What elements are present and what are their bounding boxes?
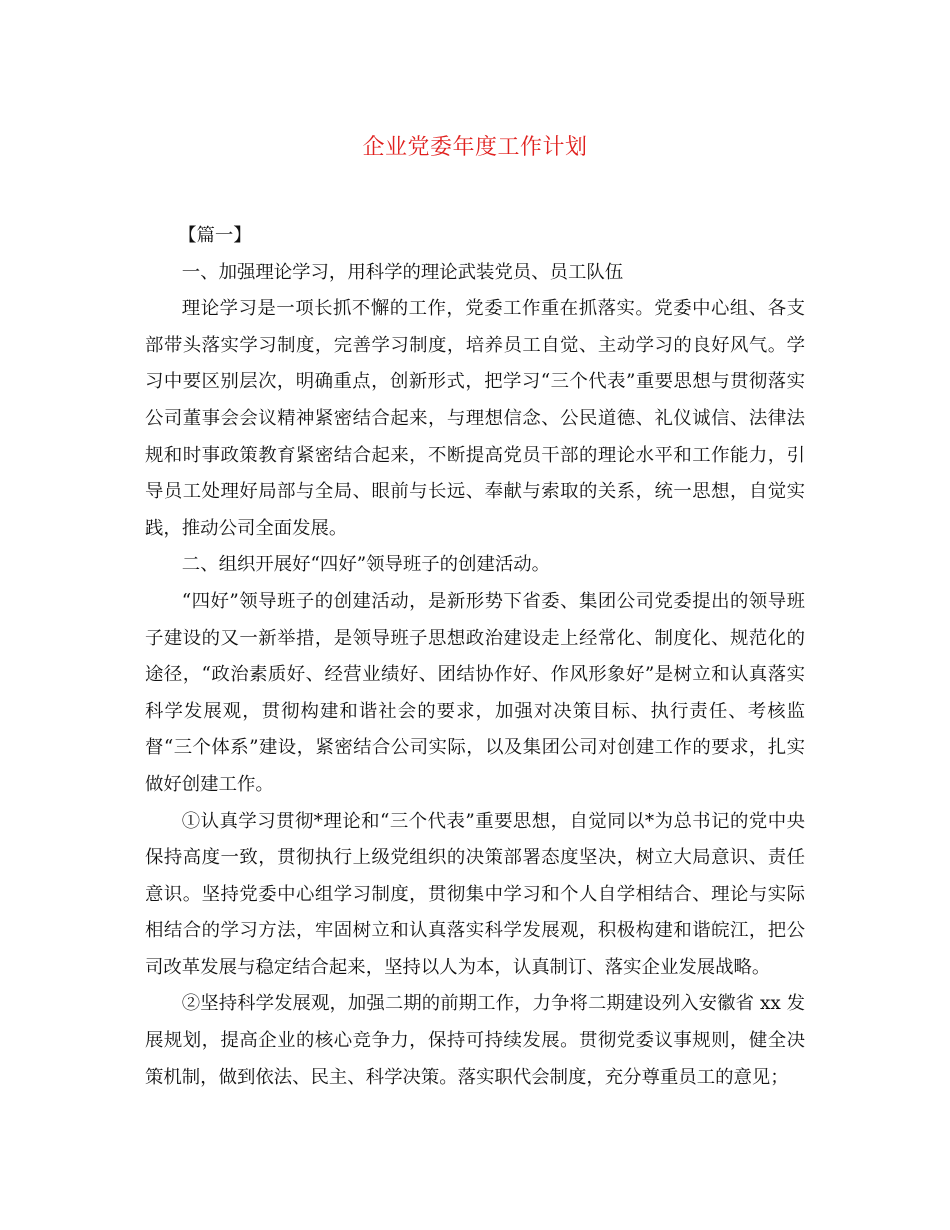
document-body <box>145 218 805 1096</box>
paragraph-item-two: ②坚持科学发展观，加强二期的前期工作，力争将二期建设列入安徽省 xx 发展规划，提高企业的核心竞争力，保持可持续发展。贯彻党委议事规则，健全决策机制，做到依法、民主、科学决策。落实职代会制度，充分尊重员工的意见； <box>145 993 805 1088</box>
section-label: 【篇一】 <box>178 225 252 246</box>
paragraph-four-good: “四好”领导班子的创建活动，是新形势下省委、集团公司党委提出的领导班子建设的又一新举措，是领导班子思想政治建设走上经常化、制度化、规范化的途径，“政治素质好、经营业绩好、团结协作好、作风形象好”是树立和认真落实科学发展观，贯彻构建和谐社会的要求，加强对决策目标、执行责任、考核监督“三个体系”建设，紧密结合公司实际，以及集团公司对创建工作的要求，扎实做好创建工作。 <box>145 590 805 795</box>
paragraph-theory-study: 理论学习是一项长抓不懈的工作，党委工作重在抓落实。党委中心组、各支部带头落实学习制度，完善学习制度，培养员工自觉、主动学习的良好风气。学习中要区别层次，明确重点，创新形式，把学习“三个代表”重要思想与贯彻落实公司董事会会议精神紧密结合起来，与理想信念、公民道德、礼仪诚信、法律法规和时事政策教育紧密结合起来，不断提高党员干部的理论水平和工作能力，引导员工处理好局部与全局、眼前与长远、奉献与索取的关系，统一思想，自觉实践，推动公司全面发展。 <box>145 298 805 539</box>
paragraph-item-one: ①认真学习贯彻*理论和“三个代表”重要思想，自觉同以*为总书记的党中央保持高度一致，贯彻执行上级党组织的决策部署态度坚决，树立大局意识、责任意识。坚持党委中心组学习制度，贯彻集中学习和个人自学相结合、理论与实际相结合的学习方法，牢固树立和认真落实科学发展观，积极构建和谐皖江，把公司改革发展与稳定结合起来，坚持以人为本，认真制订、落实企业发展战略。 <box>145 810 805 978</box>
heading-one: 一、加强理论学习，用科学的理论武装党员、员工队伍 <box>181 261 624 283</box>
heading-two: 二、组织开展好“四好”领导班子的创建活动。 <box>181 554 551 576</box>
document-title: 企业党委年度工作计划 <box>362 135 588 160</box>
